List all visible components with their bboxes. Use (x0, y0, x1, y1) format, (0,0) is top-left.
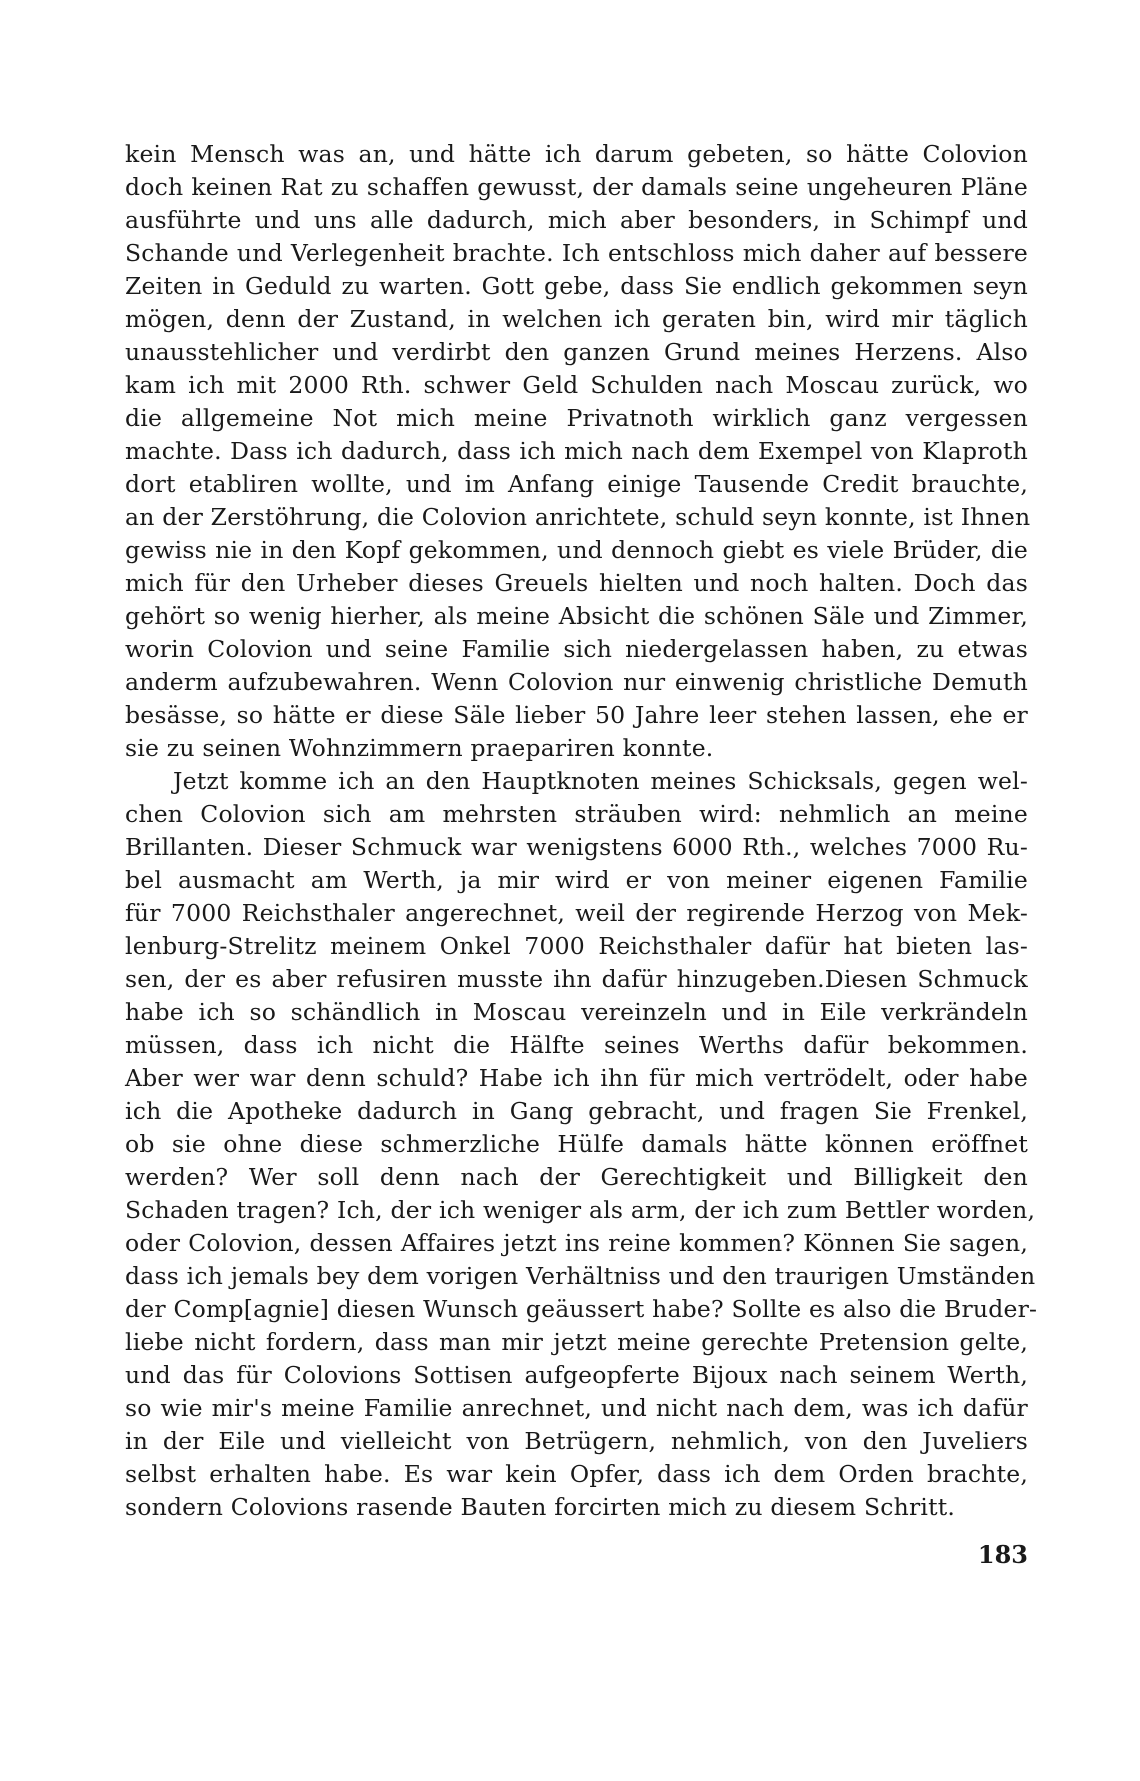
text-line: dass ich jemals bey dem vorigen Verhältniss und den traurigen Umständen (125, 1262, 1036, 1290)
paragraph-end-line: sondern Colovions rasende Bauten forcirten mich zu diesem Schritt. (125, 1493, 956, 1521)
text-line: werden? Wer soll denn nach der Gerechtigkeit und Billigkeit den (125, 1163, 1028, 1191)
text-line: kam ich mit 2000 Rth. schwer Geld Schulden nach Moscau zurück, wo (125, 371, 1028, 399)
text-line: anderm aufzubewahren. Wenn Colovion nur einwenig christliche Demuth (125, 668, 1028, 696)
text-line: sen, der es aber refusiren musste ihn dafür hinzugeben.Diesen Schmuck (125, 965, 1028, 993)
text-line: ob sie ohne diese schmerzliche Hülfe damals hätte können eröffnet (125, 1130, 1028, 1158)
text-line: chen Colovion sich am mehrsten sträuben wird: nehmlich an meine (125, 800, 1028, 828)
text-line: habe ich so schändlich in Moscau vereinzeln und in Eile verkrändeln (125, 998, 1028, 1026)
body-text (125, 138, 1038, 1524)
text-line: ausführte und uns alle dadurch, mich aber besonders, in Schimpf und (125, 206, 1028, 234)
text-line: an der Zerstöhrung, die Colovion anrichtete, schuld seyn konnte, ist Ihnen (125, 503, 1031, 531)
text-line: mich für den Urheber dieses Greuels hielten und noch halten. Doch das (125, 569, 1028, 597)
text-line: gewiss nie in den Kopf gekommen, und dennoch giebt es viele Brüder, die (125, 536, 1028, 564)
text-line: Zeiten in Geduld zu warten. Gott gebe, dass Sie endlich gekommen seyn (125, 272, 1028, 300)
text-line: unausstehlicher und verdirbt den ganzen Grund meines Herzens. Also (125, 338, 1028, 366)
paragraph-start-line: Jetzt komme ich an den Hauptknoten meines Schicksals, gegen wel- (173, 767, 1028, 795)
text-line: mögen, denn der Zustand, in welchen ich geraten bin, wird mir täglich (125, 305, 1028, 333)
text-line: besässe, so hätte er diese Säle lieber 50 Jahre leer stehen lassen, ehe er (125, 701, 1028, 729)
text-line: und das für Colovions Sottisen aufgeopferte Bijoux nach seinem Werth, (125, 1361, 1028, 1389)
text-line: der Comp[agnie] diesen Wunsch geäussert habe? Sollte es also die Bruder- (125, 1295, 1038, 1323)
text-line: liebe nicht fordern, dass man mir jetzt meine gerechte Pretension gelte, (125, 1328, 1028, 1356)
text-line: Schaden tragen? Ich, der ich weniger als arm, der ich zum Bettler worden, (125, 1196, 1036, 1224)
text-line: oder Colovion, dessen Affaires jetzt ins reine kommen? Können Sie sagen, (125, 1229, 1028, 1257)
text-line: Aber wer war denn schuld? Habe ich ihn für mich vertrödelt, oder habe (125, 1064, 1028, 1092)
page-number: 183 (977, 1540, 1028, 1569)
text-line: doch keinen Rat zu schaffen gewusst, der damals seine ungeheuren Pläne (125, 173, 1028, 201)
text-line: selbst erhalten habe. Es war kein Opfer, dass ich dem Orden brachte, (125, 1460, 1028, 1488)
text-line: für 7000 Reichsthaler angerechnet, weil der regirende Herzog von Mek- (125, 899, 1028, 927)
text-line: lenburg-Strelitz meinem Onkel 7000 Reichsthaler dafür hat bieten las- (125, 932, 1028, 960)
text-line: worin Colovion und seine Familie sich niedergelassen haben, zu etwas (125, 635, 1028, 663)
text-line: machte. Dass ich dadurch, dass ich mich nach dem Exempel von Klaproth (125, 437, 1028, 465)
text-line: Brillanten. Dieser Schmuck war wenigstens 6000 Rth., welches 7000 Ru- (125, 833, 1028, 861)
text-line: dort etabliren wollte, und im Anfang einige Tausende Credit brauchte, (125, 470, 1028, 498)
paragraph-end-line: sie zu seinen Wohnzimmern praepariren konnte. (125, 734, 714, 762)
text-line: die allgemeine Not mich meine Privatnoth wirklich ganz vergessen (125, 404, 1028, 432)
text-line: Schande und Verlegenheit brachte. Ich entschloss mich daher auf bessere (125, 239, 1028, 267)
text-line: so wie mir's meine Familie anrechnet, und nicht nach dem, was ich dafür (125, 1394, 1028, 1422)
text-line: bel ausmacht am Werth, ja mir wird er von meiner eigenen Familie (125, 866, 1028, 894)
text-line: ich die Apotheke dadurch in Gang gebracht, und fragen Sie Frenkel, (125, 1097, 1028, 1125)
text-line: müssen, dass ich nicht die Hälfte seines Werths dafür bekommen. (125, 1031, 1028, 1059)
text-line: kein Mensch was an, und hätte ich darum gebeten, so hätte Colovion (125, 140, 1028, 168)
text-line: gehört so wenig hierher, als meine Absicht die schönen Säle und Zimmer, (125, 602, 1028, 630)
text-line: in der Eile und vielleicht von Betrügern, nehmlich, von den Juveliers (125, 1427, 1028, 1455)
